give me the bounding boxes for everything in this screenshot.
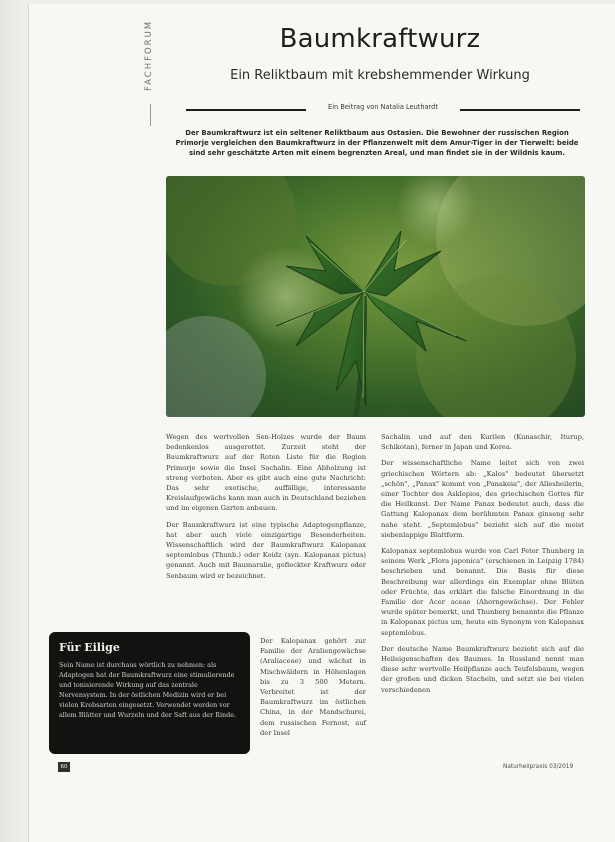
text-column-1 [166,432,366,587]
summary-box [49,632,250,754]
lead-paragraph: Der Baumkraftwurz ist ein seltener Reliktbaum aus Ostasien. Die Bewohner der russischen Region Primorje vergleichen den Baumkraftwurz in der Pflanzenwelt mit dem Amur-Tiger in der Tierwelt: beide sind sehr geschätzte Arten mit einem begrenzten Areal, und man findet sie in der Wildnis kaum. [175,129,579,157]
paragraph: Sachalin und auf den Kurilen (Kunaschir, Iturup, Schikotan), ferner in Japan und Korea. [381,433,584,452]
page-number: 60 [58,762,70,772]
page-gutter [0,0,28,842]
summary-title: Für Eilige [59,641,120,654]
byline-row [186,103,580,117]
section-label: FACHFORUM [144,20,154,92]
summary-body: Sein Name ist durchaus wörtlich zu nehmen: als Adaptogen hat der Baumkraftwurz eine stimulierende und tonisierende Wirkung auf das zentrale Nervensystem. In der östlichen Medizin wird er bei vielen Krebsarten eingesetzt. Verwendet werden vor allem Blätter und Wurzeln und der Saft aus der Rinde. [59,661,237,719]
paragraph: Der Kalopanax gehört zur Familie der Araliengewächse (Araliaceae) und wächst in Mischwäldern in Höhenlagen bis zu 3 500 Metern. Verbreitet ist der Baumkraftwurz im östlichen China, in der Mandschurei, dem russischen Fernost, auf der Insel [260,637,366,737]
byline-rule-left [186,109,306,111]
article-subtitle: Ein Reliktbaum mit krebshemmender Wirkung [230,68,530,83]
paragraph: Der wissenschaftliche Name leitet sich von zwei griechischen Wörtern ab: „Kalos" bedeutet übersetzt „schön", „Panax" kommt von „Panakeia", der Allesheilerin, einer Tochter des Asklepios, des griechischen Gottes für die Heilkunst. Der Name Panax bedeutet auch, dass die Gattung Kalopanax dem berühmten Panax ginseng sehr nahe steht. „Septemlobus" bezieht sich auf die meist siebenlappige Blattform. [381,459,584,539]
text-column-mid [260,636,366,744]
paragraph: Der deutsche Name Baumkraftwurz bezieht sich auf die Heileigenschaften des Baumes. In Russland nennt man diese sehr wertvolle Heilpflanze auch Teufelsbaum, wegen der großen und dicken Stacheln, und setzt sie bei vielen verschiedenen [381,644,584,694]
leaf-photo [166,176,585,417]
journal-footer: Naturheilpraxis 03/2019 [503,764,574,770]
byline: Ein Beitrag von Natalia Leuthardt [328,103,438,111]
leaf-illustration [166,176,585,417]
paragraph: Der Baumkraftwurz ist eine typische Adaptogenpflanze, hat aber auch viele einzigartige Besonderheiten. Wissenschaftlich wird der Baumkraftwurz Kalopanax septemlobus (Thunb.) oder Koidz (syn. Kalopanax pictus) genannt. Auch mit Baumaralie, gefleckter Kraftwurz oder Senbaum wird er bezeichnet. [166,520,366,580]
paragraph: Wegen des wertvollen Sen-Holzes wurde der Baum bedenkenlos ausgerottet. Zurzeit steht der Baumkraftwurz auf der Roten Liste für die Region Primorje sowie die Insel Sachalin. Eine Abholzung ist streng verboten. Aber es gibt auch eine gute Nachricht: Das sehr exotische, auffällige, interessante Kreislaufgewächs kann man auch in Deutschland beziehen und im eigenen Garten anbauen. [166,433,366,513]
article-title: Baumkraftwurz [279,24,481,54]
paragraph: Kalopanax septemlobus wurde von Carl Peter Thunberg in seinem Werk „Flora japonica" (erschienen in Leipzig 1784) beschrieben und benannt. Die Basis für diese Beschreibung war allerdings ein Exemplar ohne Blüten oder Früchte, das erklärt die falsche Einordnung in die Familie der Acer aceae (Ahorngewächse). Der Fehler wurde später bemerkt, und Thunberg benannte die Pflanze in Kalopanax pictus um, heute ein Synonym von Kalopanax septemlobus. [381,547,584,637]
text-column-2 [381,432,584,701]
byline-rule-right [460,109,580,111]
section-divider [150,104,151,126]
